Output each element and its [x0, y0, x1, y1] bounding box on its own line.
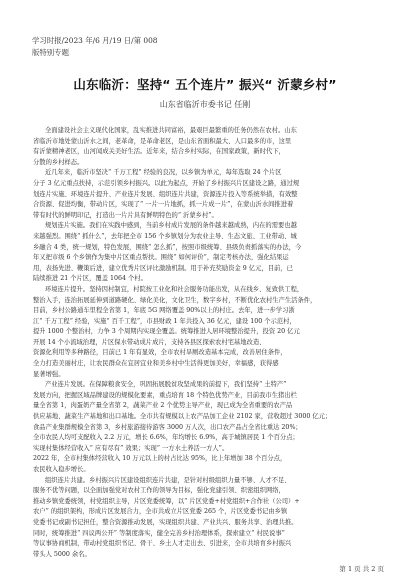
paragraph-line: 2022 年，全市村集体经营收入 10 万元以上的村占比达 95%，比上年增加 38 个百分点， [33, 455, 287, 463]
paragraph-line: 分散的乡村样态。 [33, 158, 84, 166]
article-author: 山东省临沂市委书记 任刚 [159, 100, 251, 109]
article-body [33, 126, 377, 560]
paragraph-line: 带头人 5000 余名。 [33, 550, 91, 558]
paragraph-line: 全市农民人均可支配收入 2.2 万元，增长 6.6%，年均增长 6.9%，高于城镇居民 1 个百分点； [33, 434, 299, 442]
article-paragraph [33, 476, 377, 561]
paragraph-line: 推动乡镇党委统领，村党组织主导，片区党委统筹，以“ 片区党委+村党组织+合作社（公司）+ [33, 497, 300, 505]
paragraph-line: 全面建设社会主义现代化国家，乱实推进共同富裕，最艰巨最繁重的任务仍然在农村。山东 [45, 127, 297, 134]
paragraph-line: 农民收入稳步增长。 [33, 466, 90, 473]
paragraph-line: 等议事协商机制，带动村党组织书记、骨干、乡土人才走出去、引进来，全市共培育乡村振兴 [33, 540, 292, 548]
paragraph-line: 供应基地、蔬菜生产基地和出口基地。全市共有规模以上农产品加工企业 2102 家，营收超过 3000 亿元； [33, 413, 332, 421]
article-paragraph [33, 285, 377, 380]
paragraph-line: 实现村集体经营收入“ 应有尽有” 效果；实现“ 一方水土养活一方人”。 [33, 444, 229, 452]
paragraph-line: 开展 14 个小流域治理，片区保水带动成片成片，支持各县区探索农村宅基地改造、 [33, 338, 266, 346]
paragraph-line: 划连片实施、环境连片提升、产业连片发展、组织连片共建，资源连片投入等系统举措，有效整 [33, 190, 298, 198]
paragraph-line: 江“ 千万工程” 经验，实施“ 百千工程”，市县财政 1 年共投入 36 亿元，建设 100 个示范村， [33, 317, 296, 325]
paragraph-line: 整治入手，连治拓展延伸到道路硬化、绿化美化，文化卫生，数字乡村，不断优化农村生产生活条件， [33, 296, 317, 304]
article-title: 山东临沂：坚持“ 五个连片” 振兴“ 沂蒙乡村” [73, 77, 337, 92]
paragraph-line: 陆续推进 21 个片区，覆盖 1064 个村。 [33, 275, 147, 283]
page-number: 第 1 页 共 2 页 [339, 565, 384, 573]
section-label: 版特别专题 [32, 48, 69, 57]
paragraph-line: 近几年来，临沂市坚决“ 千万工程” 经验的良况，以乡镇为单元，每年选取 24 个片区 [45, 169, 282, 177]
paragraph-line: 产业连片发展。在保障粮食安全，巩固拓展脱贫攻坚成果的前提下，我们坚持“ 土特产” [45, 381, 287, 389]
paragraph-line: 目前，乡村公路通车里程全省第 1，年底 5G 网络覆盖 90%以上的村庄。去年，进一步学习浙 [33, 307, 295, 315]
article-paragraph [33, 380, 377, 475]
paragraph-line: 用，表扬先进、鞭策后进，建立优秀片区评比激励机制。用于补充奖励资金 9 亿元，目前，已 [33, 264, 293, 272]
paragraph-line: 全力打造美丽村庄，让农民群众在宜居宜业和美乡村中生活得更加美好，幸福感，获得感 [33, 360, 279, 368]
paragraph-line: 组织连片共建。乡村振兴片区建设组织连片共建，是针对村级组织力量不够、人才不足、 [45, 476, 291, 484]
paragraph-line: 量全省第 1，肉蛋奶产量全省第 2，蔬菜产业 2 个优势主导产业，现已成为全省重要的农产品 [33, 402, 293, 410]
paragraph-line: 环境连片提升。坚持因村制宜，村院按工业化和社会服务功能出发，从在线乡、复致供工程， [45, 285, 304, 293]
paragraph-line: 显著增强。 [33, 370, 65, 378]
paragraph-line: 带有时代的鲜明印记，打造出一片片具有鲜明特色的“ 沂蒙乡村”。 [33, 211, 218, 219]
paragraph-line: 来越强烈。围绕“ 抓什么”，去年把全市 156 个乡镇划分为农业主导、生态文旅、工业带动、城 [33, 232, 297, 240]
issue-line: 学习时报/2023 年/6 月/19 日/第 008 [32, 36, 158, 45]
paragraph-line: 发展方向，把握区域品牌建设的规模化要素，重点培育 18 个特色优势产业，目前我市生猪出栏 [33, 391, 297, 399]
paragraph-line: 年又把市级 6 个乡镇作为集中片区重点帮扶。围绕“ 如何评价”，制定考核办法，强化结果运 [33, 254, 289, 262]
paragraph-line: 省临沂市地处蒙山沂水之间，老革命，是革命老区，是山东省面积最大、人口最多的市，这里 [33, 137, 292, 145]
paragraph-line: 党委书记或副书记担任，整合资源推动发展，实现组织共建、产业共兴、服务共享、治理共推。 [33, 518, 298, 526]
article-paragraph [33, 168, 377, 221]
paragraph-line: 规划连片实施。我们在实践中感到，当前乡村成片发展的条件越来越成熟，内在的需要也越 [45, 222, 297, 230]
paragraph-line: 合资源、促进均衡，带动片区，实现了“ 一片一片地抓，抓一片成一片”，在蒙山沂水间推进着 [33, 201, 294, 209]
article-paragraph [33, 221, 377, 285]
paragraph-line: 资源化利用等多种路径，目前已 1 年有显效，全市农村旱厕改造基本完成，改善居住条件， [33, 349, 287, 357]
article-paragraph [33, 126, 377, 168]
paragraph-line: 农户” 的组织架构，形成片区发展合力，全市共成立片区党委 265 个，片区党委书记由乡镇 [33, 508, 288, 516]
paragraph-line: 提升 1000 个整治村，力争 3 个周期内实现全覆盖。统筹推进人居环境整治提升，投资 20 亿元 [33, 328, 300, 336]
paragraph-line: 服务不优等问题，以全面加强党对农村工作的领导为目标，强化党建引领、织密组织网络， [33, 487, 285, 495]
paragraph-line: 乡融合 4 类，统一规划，特色发展，围绕“ 怎么抓”，按照市级统筹、县级负责抓落实的办法，今 [33, 243, 302, 251]
paragraph-line: 有沂蒙精神老区，山河闻成关美好生活。近年来，结合乡村实际，在国家政策，新时代下， [33, 148, 285, 156]
paragraph-line: 分子 3 亿元重点扶持，示范引领乡村振兴。以此为起点，开始了乡村振兴片区建设之路，通过规 [33, 179, 300, 187]
paragraph-line: 同时，统筹推进“ 四议两公开” 等制度落实，健全完善乡村治理体系，探索建立“ 村民说事” [33, 529, 285, 537]
paragraph-line: 食品产业集群规模全省第 3，乡村旅游接待游客 3000 万人次，出口农产品占全省比重达 20%； [33, 423, 302, 431]
